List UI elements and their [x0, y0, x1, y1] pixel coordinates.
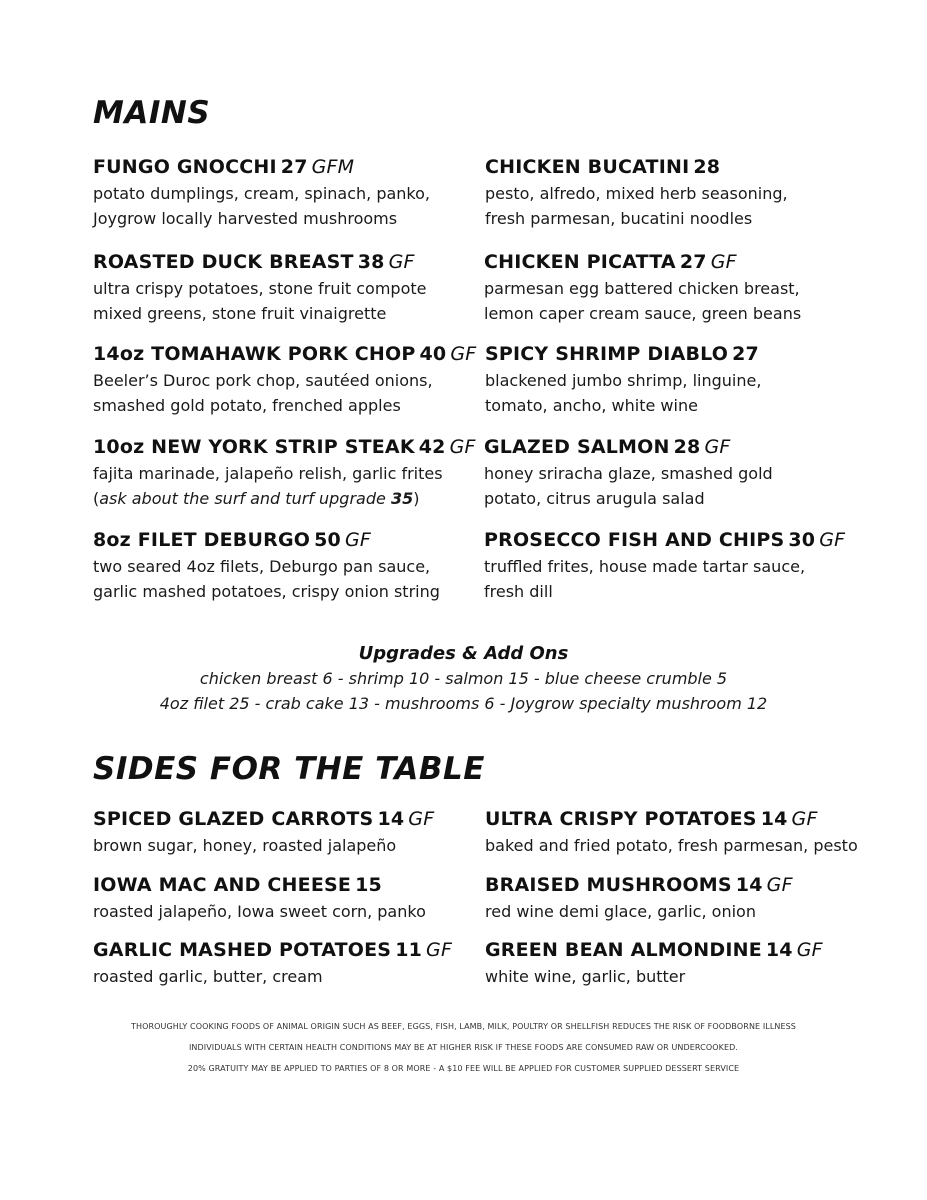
item-description: white wine, garlic, butter [485, 967, 686, 986]
addons-block [0, 642, 927, 716]
item-price: 27 [280, 156, 308, 178]
item-description: brown sugar, honey, roasted jalapeño [93, 836, 397, 855]
item-tag: GF [408, 808, 435, 830]
item-price: 14 [377, 808, 405, 830]
item-description: roasted jalapeño, Iowa sweet corn, panko [93, 902, 426, 921]
menu-item [93, 342, 483, 418]
item-description: potato dumplings, cream, spinach, panko, [93, 184, 430, 203]
item-price: 27 [732, 343, 759, 365]
item-tag: GF [819, 529, 846, 551]
item-description: two seared 4oz filets, Deburgo pan sauce, [93, 557, 431, 576]
item-tag: GF [796, 939, 823, 961]
item-name: 14oz TOMAHAWK PORK CHOP [93, 343, 416, 365]
item-name: SPICY SHRIMP DIABLO [485, 343, 729, 365]
item-price: 14 [735, 874, 763, 896]
item-name: GLAZED SALMON [484, 436, 670, 458]
menu-item [485, 342, 875, 418]
item-tag: GF [449, 436, 476, 458]
item-name: IOWA MAC AND CHEESE [93, 874, 352, 896]
item-price: 40 [419, 343, 447, 365]
item-description: fresh dill [484, 582, 553, 601]
item-tag: GF [766, 874, 793, 896]
item-tag: GF [426, 939, 453, 961]
item-description: truffled frites, house made tartar sauce, [484, 557, 806, 576]
item-tag: GF [704, 436, 731, 458]
note-open-paren: ( [93, 489, 100, 508]
sides-heading: SIDES FOR THE TABLE [93, 751, 485, 787]
item-description: garlic mashed potatoes, crispy onion string [93, 582, 440, 601]
item-price: 28 [673, 436, 701, 458]
item-description: Beeler’s Duroc pork chop, sautéed onions, [93, 371, 433, 390]
menu-item [93, 528, 483, 604]
item-name: CHICKEN BUCATINI [485, 156, 690, 178]
item-description: blackened jumbo shrimp, linguine, [485, 371, 762, 390]
item-price: 50 [314, 529, 341, 551]
note-close-paren: ) [413, 489, 420, 508]
item-description: smashed gold potato, frenched apples [93, 396, 401, 415]
menu-item [485, 155, 875, 231]
menu-item [485, 873, 875, 924]
item-price: 38 [357, 251, 385, 273]
item-description: honey sriracha glaze, smashed gold [484, 464, 773, 483]
menu-item [93, 938, 483, 989]
item-tag: GF [388, 251, 415, 273]
menu-item [93, 807, 483, 858]
item-note [93, 486, 483, 511]
item-price: 11 [395, 939, 423, 961]
item-description: red wine demi glace, garlic, onion [485, 902, 756, 921]
menu-item [485, 807, 875, 858]
menu-item [93, 873, 483, 924]
item-description: fajita marinade, jalapeño relish, garlic frites [93, 464, 443, 483]
addons-line: chicken breast 6 - shrimp 10 - salmon 15 - blue cheese crumble 5 [199, 669, 728, 688]
item-name: GARLIC MASHED POTATOES [93, 939, 392, 961]
item-description: roasted garlic, butter, cream [93, 967, 323, 986]
item-description: pesto, alfredo, mixed herb seasoning, [485, 184, 788, 203]
menu-item [484, 435, 874, 511]
menu-item [93, 155, 483, 231]
note-text: ask about the surf and turf upgrade [99, 489, 391, 508]
item-tag: GF [344, 529, 372, 551]
footer-disclaimer [0, 1016, 927, 1079]
item-price: 15 [355, 874, 382, 896]
disclaimer-line: 20% GRATUITY MAY BE APPLIED TO PARTIES OF 8 OR MORE - A $10 FEE WILL BE APPLIED FOR CUSTOMER SUPPLIED DESSERT SERVICE [187, 1064, 740, 1073]
menu-item [485, 938, 875, 989]
item-name: PROSECCO FISH AND CHIPS [484, 529, 785, 551]
item-description: parmesan egg battered chicken breast, [484, 279, 800, 298]
item-description: tomato, ancho, white wine [485, 396, 698, 415]
item-name: 10oz NEW YORK STRIP STEAK [93, 436, 415, 458]
item-description: baked and fried potato, fresh parmesan, pesto [485, 836, 858, 855]
menu-item [484, 528, 874, 604]
mains-heading: MAINS [93, 95, 211, 131]
item-description: fresh parmesan, bucatini noodles [485, 209, 753, 228]
item-name: 8oz FILET DEBURGO [93, 529, 311, 551]
item-name: GREEN BEAN ALMONDINE [485, 939, 762, 961]
item-name: SPICED GLAZED CARROTS [93, 808, 374, 830]
addons-line: 4oz filet 25 - crab cake 13 - mushrooms 6 - Joygrow specialty mushroom 12 [159, 694, 768, 713]
item-price: 42 [418, 436, 446, 458]
addons-heading: Upgrades & Add Ons [358, 643, 569, 664]
item-tag: GF [450, 343, 477, 365]
item-description: mixed greens, stone fruit vinaigrette [93, 304, 387, 323]
disclaimer-line: THOROUGHLY COOKING FOODS OF ANIMAL ORIGIN SUCH AS BEEF, EGGS, FISH, LAMB, MILK, POULTRY OR SHELLFISH REDUCES THE RISK OF FOODBORNE ILLNESS [130, 1022, 796, 1031]
item-description: ultra crispy potatoes, stone fruit compote [93, 279, 427, 298]
item-tag: GF [791, 808, 818, 830]
item-price: 14 [765, 939, 793, 961]
note-price: 35 [390, 489, 414, 508]
item-price: 30 [788, 529, 816, 551]
item-price: 14 [760, 808, 788, 830]
item-description: Joygrow locally harvested mushrooms [93, 209, 398, 228]
item-description: potato, citrus arugula salad [484, 489, 705, 508]
item-name: ULTRA CRISPY POTATOES [485, 808, 757, 830]
item-name: BRAISED MUSHROOMS [485, 874, 732, 896]
menu-item [93, 435, 483, 511]
item-tag: GFM [311, 156, 355, 178]
menu-item [93, 250, 483, 326]
disclaimer-line: INDIVIDUALS WITH CERTAIN HEALTH CONDITIONS MAY BE AT HIGHER RISK IF THESE FOODS ARE CONSUMED RAW OR UNDERCOOKED. [188, 1043, 739, 1052]
item-tag: GF [710, 251, 737, 273]
item-name: CHICKEN PICATTA [484, 251, 676, 273]
menu-item [484, 250, 874, 326]
item-price: 27 [679, 251, 707, 273]
item-name: FUNGO GNOCCHI [93, 156, 277, 178]
item-description: lemon caper cream sauce, green beans [484, 304, 802, 323]
item-price: 28 [693, 156, 721, 178]
item-name: ROASTED DUCK BREAST [93, 251, 354, 273]
